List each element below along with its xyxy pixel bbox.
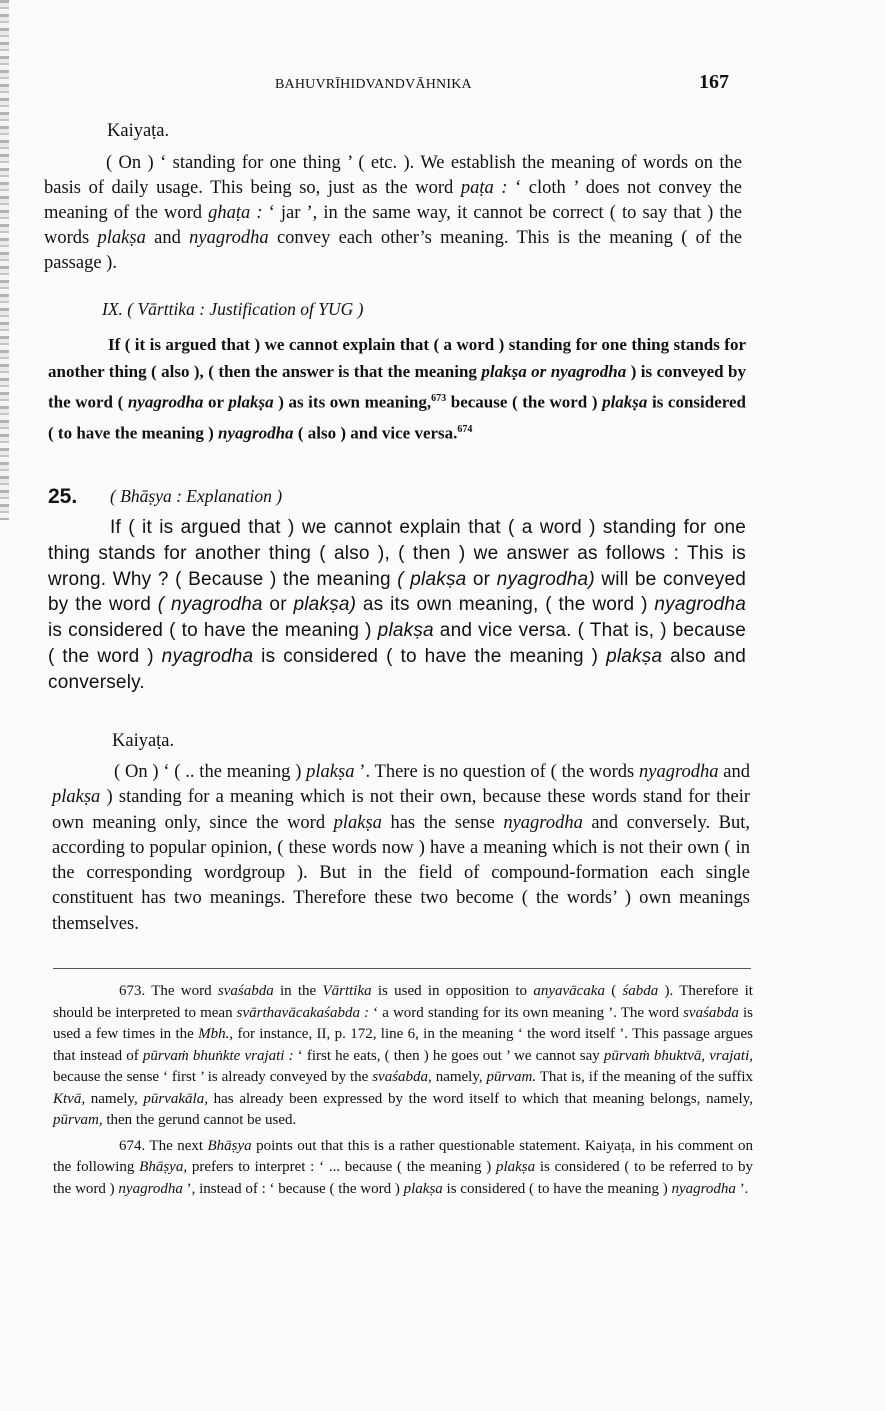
text-run: and	[145, 228, 190, 248]
italic-term: plakṣa)	[293, 594, 357, 616]
text-run: 673. The word	[119, 983, 218, 999]
italic-term: plakṣa	[97, 228, 146, 248]
text-run: ). Therefore it should be interpreted to mean	[53, 983, 753, 1021]
italic-term: nyagrodha)	[496, 568, 595, 590]
footnote-673	[53, 981, 753, 1132]
italic-term: svārthavācakaśabda :	[236, 1004, 370, 1021]
footnotes	[53, 981, 753, 1200]
text-run: then the gerund cannot be used.	[102, 1112, 297, 1128]
text-run: namely,	[85, 1090, 144, 1107]
italic-term: plakṣa	[52, 787, 101, 808]
text-run: because the sense ‘ first ’ is already conveyed by the	[53, 1069, 373, 1085]
text-run: for instance, II, p. 172, line 6, in the meaning ‘ the word itself ’. This passage argues that instead of	[53, 1026, 753, 1064]
text-run: ‘ cloth ’ does not convey the meaning of the word	[44, 178, 742, 223]
italic-term: pūrvakāla,	[143, 1090, 208, 1107]
italic-term: śabda	[622, 983, 659, 999]
italic-term: pūrvam,	[53, 1112, 103, 1128]
text-run: will be conveyed by the word	[48, 568, 746, 616]
italic-term: plakṣa	[377, 620, 434, 642]
text-run: If ( it is argued that ) we cannot explain that ( a word ) standing for one thing stands for another thing ( also ), ( then ) we answer as follows : This is wrong. Why ? ( Because ) the meaning	[48, 517, 746, 590]
varttika-paragraph	[48, 331, 746, 446]
text-run: ‘ a word standing for its own meaning ’. The word	[369, 1004, 684, 1021]
text-run: 674. The next	[119, 1137, 208, 1154]
italic-term: nyagrodha	[503, 812, 583, 833]
italic-term: plakṣa	[495, 1159, 536, 1175]
bhasya-text	[48, 515, 746, 696]
text-run: points out that this is a rather questionable statement. Kaiyaṭa, in his comment on the following	[53, 1137, 754, 1175]
italic-term: Mbh.,	[198, 1026, 234, 1042]
italic-term: Bhāṣya,	[139, 1159, 188, 1175]
italic-term: svaśabda	[217, 983, 274, 999]
italic-term: nyagrodha	[671, 1180, 736, 1197]
italic-term: Ktvā,	[53, 1090, 86, 1107]
text-run: and conversely. But, according to popular opinion, ( these words now ) have a meaning which is not their own ( in the corresponding wordgroup ). But in the field of compound-formation each single constituent has two meanings. Therefore these two become ( the words’ ) own meanings themselves.	[52, 812, 751, 934]
footnote-674	[53, 1136, 753, 1201]
text-run: namely,	[431, 1069, 487, 1085]
text-run: in the	[273, 983, 323, 999]
section-number: 25.	[48, 485, 78, 508]
text-run: because ( the word )	[446, 392, 603, 412]
kaiyata-paragraph-1	[44, 151, 742, 276]
scan-edge-shadow	[0, 0, 9, 520]
italic-term: plakṣa	[333, 812, 382, 833]
text-run: or	[466, 568, 497, 590]
italic-term: plakṣa	[602, 392, 648, 412]
italic-term: nyagrodha	[217, 423, 294, 443]
text-run: prefers to interpret : ‘ ... because ( the meaning )	[187, 1159, 496, 1175]
italic-term: nyagrodha	[654, 594, 746, 616]
varttika-text	[48, 331, 746, 446]
italic-term: nyagrodha	[161, 645, 254, 667]
text-run: ’.	[735, 1180, 749, 1197]
footnote-ref: 674	[457, 423, 473, 435]
text-run: is considered ( to have the meaning )	[48, 392, 746, 443]
italic-term: plakṣa	[306, 762, 355, 782]
varttika-heading: IX. ( Vārttika : Justification of YUG )	[102, 299, 364, 319]
page-header	[275, 71, 735, 99]
italic-term: plakṣa or nyagrodha	[481, 362, 627, 381]
text-run: also and conversely.	[48, 645, 746, 693]
text-run: ( On ) ‘ ( .. the meaning )	[114, 762, 307, 782]
text-run: ’. There is no question of ( the words	[354, 762, 639, 782]
italic-term: pūrvaṁ bhuktvā, vrajati,	[603, 1047, 753, 1064]
text-run: ( also ) and vice versa.	[293, 423, 458, 443]
kaiyata-label-1: Kaiyaṭa.	[107, 121, 170, 141]
text-run: is used a few times in the	[53, 1004, 754, 1042]
kaiyata-label-2: Kaiyaṭa.	[112, 731, 175, 751]
text-run: or	[203, 392, 229, 412]
bhasya-heading: ( Bhāṣya : Explanation )	[110, 486, 283, 506]
kaiyata-paragraph-2	[52, 760, 750, 937]
italic-term: paṭa :	[460, 178, 508, 198]
text-run: has already been expressed by the word itself to which that meaning belongs, namely,	[207, 1090, 753, 1107]
text-run: or	[262, 594, 294, 616]
footnote-divider	[53, 968, 751, 969]
italic-term: plakṣa	[403, 1180, 443, 1197]
italic-term: pūrvaṁ bhuṅkte vrajati :	[142, 1047, 294, 1064]
text-run: ‘ jar ’, in the same way, it cannot be correct ( to say that ) the words	[44, 203, 742, 248]
text-run: ’, instead of : ‘ because ( the word )	[182, 1180, 404, 1197]
text-run: (	[604, 983, 623, 999]
text-run: has the sense	[381, 812, 504, 833]
italic-term: svaśabda	[683, 1004, 739, 1021]
text-run: ‘ first he eats, ( then ) he goes out ’ we cannot say	[293, 1047, 604, 1064]
text-run: is considered ( to have the meaning )	[48, 620, 378, 642]
text-run: That is, if the meaning of the suffix	[536, 1069, 753, 1085]
italic-term: svaśabda,	[372, 1069, 432, 1085]
italic-term: Bhāṣya	[207, 1137, 252, 1154]
italic-term: plakṣa	[606, 645, 663, 667]
text-run: is considered ( to have the meaning )	[253, 645, 607, 667]
footnote-ref: 673	[431, 393, 447, 404]
bhasya-paragraph	[48, 515, 746, 696]
text-run: ) as its own meaning,	[273, 392, 432, 412]
italic-term: nyagrodha	[639, 762, 719, 782]
italic-term: nyagrodha	[118, 1180, 183, 1197]
text-run: is considered ( to have the meaning )	[442, 1180, 672, 1197]
text-run: and	[718, 762, 750, 782]
text-run: ) is conveyed by the word (	[48, 362, 746, 412]
text-run: ( On ) ‘ standing for one thing ’ ( etc. ). We establish the meaning of words on the basis of daily usage. This being so, just as the word	[44, 153, 742, 198]
text-run: and vice versa. ( That is, ) because ( the word )	[48, 620, 746, 667]
italic-term: ( nyagrodha	[157, 594, 263, 616]
running-title: BAHUVRĪHIDVANDVĀHNIKA	[275, 77, 472, 92]
page-number: 167	[699, 71, 729, 93]
text-run: is used in opposition to	[371, 983, 534, 999]
italic-term: plakṣa	[228, 392, 274, 412]
italic-term: nyagrodha	[189, 228, 269, 248]
italic-term: nyagrodha	[127, 392, 204, 412]
text-run: is considered ( to be referred to by the word )	[53, 1159, 754, 1197]
italic-term: ghaṭa :	[208, 203, 263, 223]
text-run: convey each other’s meaning. This is the meaning ( of the passage ).	[44, 228, 742, 273]
text-run: ) standing for a meaning which is not their own, because these words stand for their own meaning only, since the word	[52, 787, 750, 833]
italic-term: Vārttika	[322, 983, 372, 999]
text-run: as its own meaning, ( the word )	[356, 594, 655, 616]
italic-term: pūrvam.	[486, 1069, 537, 1085]
text-run: If ( it is argued that ) we cannot explain that ( a word ) standing for one thing stands for another thing ( also ), ( then the answer is that the meaning	[48, 335, 746, 381]
italic-term: anyavācaka	[533, 983, 605, 999]
italic-term: ( plakṣa	[397, 568, 467, 590]
